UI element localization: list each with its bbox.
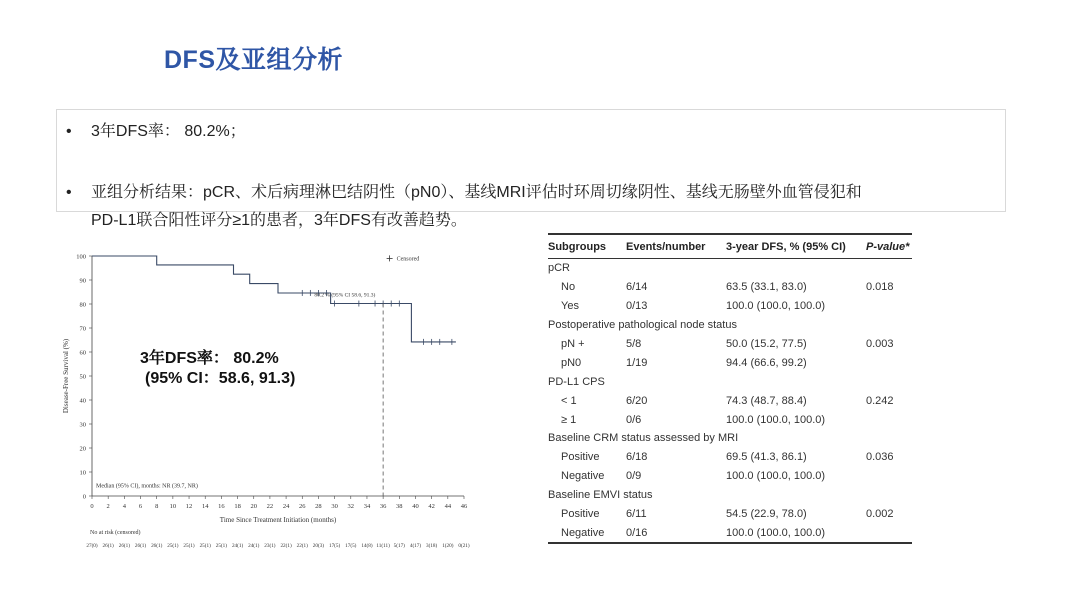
table-group-row <box>548 259 912 278</box>
x-tick-label: 14 <box>201 503 209 510</box>
table-row <box>548 391 912 410</box>
bullet-dot: • <box>66 123 72 140</box>
cell-pvalue: 0.242 <box>866 394 894 407</box>
cell-subgroup: pN + <box>561 338 585 350</box>
y-tick-label: 60 <box>79 349 86 357</box>
table-row <box>548 335 912 354</box>
x-tick-label: 20 <box>250 503 257 510</box>
cell-subgroup: Negative <box>561 470 605 483</box>
x-tick-label: 36 <box>379 503 387 510</box>
cell-dfs: 54.5 (22.9, 78.0) <box>726 508 807 521</box>
cell-events: 0/9 <box>626 470 642 483</box>
at-risk-value: 20(3) <box>312 543 325 549</box>
table-row <box>548 353 912 372</box>
at-risk-value: 26(1) <box>102 543 114 549</box>
at-risk-value: 0(21) <box>458 543 470 549</box>
table-row <box>548 448 912 467</box>
at-risk-value: 27(0) <box>86 543 98 549</box>
cell-dfs: 69.5 (41.3, 86.1) <box>726 451 807 464</box>
cell-pvalue: 0.036 <box>866 451 894 464</box>
y-tick-label: 30 <box>79 421 86 429</box>
reference-label: 80.2 % (95% CI 58.6, 91.3) <box>314 292 376 299</box>
km-chart-svg <box>60 238 480 558</box>
x-tick-label: 12 <box>185 503 193 510</box>
cell-events: 6/18 <box>626 451 648 464</box>
cell-subgroup: Negative <box>548 523 626 543</box>
table-row <box>548 278 912 297</box>
y-tick-label: 100 <box>76 253 86 261</box>
bullet-text: 亚组分析结果：pCR、术后病理淋巴结阴性（pN0）、基线MRI评估时环周切缘阴性、基线无肠壁外血管侵犯和 <box>91 184 862 201</box>
cell-dfs: 50.0 (15.2, 77.5) <box>726 338 807 350</box>
x-tick-label: 34 <box>363 503 371 510</box>
y-tick-label: 10 <box>79 469 86 477</box>
y-tick-label: 20 <box>79 445 86 453</box>
cell-dfs: 100.0 (100.0, 100.0) <box>726 300 826 313</box>
at-risk-value: 17(5) <box>345 543 357 549</box>
header-pvalue: P-value* <box>866 234 912 259</box>
at-risk-value: 26(1) <box>118 543 130 549</box>
subgroup-table <box>548 233 912 544</box>
at-risk-value: 25(1) <box>215 543 228 549</box>
x-tick-label: 26 <box>299 503 306 510</box>
cell-subgroup: Positive <box>561 508 600 521</box>
y-tick-label: 80 <box>79 301 86 309</box>
cell-pvalue: 0.002 <box>866 508 894 521</box>
group-label: Baseline CRM status assessed by MRI <box>548 432 739 445</box>
at-risk-value: 23(1) <box>264 543 276 549</box>
cell-events: 5/8 <box>626 338 642 350</box>
cell-dfs: 100.0 (100.0, 100.0) <box>726 470 826 483</box>
y-tick-label: 0 <box>82 493 86 501</box>
dfs-ci-annotation: (95% CI：58.6, 91.3) <box>145 370 296 387</box>
cell-events: 6/11 <box>626 508 647 521</box>
at-risk-value: 26(1) <box>134 543 147 549</box>
y-tick-label: 50 <box>79 373 86 381</box>
header-dfs: 3-year DFS, % (95% CI) <box>726 234 866 259</box>
legend-label: Censored <box>396 256 420 263</box>
cell-dfs: 100.0 (100.0, 100.0) <box>726 523 866 543</box>
cell-pvalue <box>866 523 912 543</box>
header-events: Events/number <box>626 234 726 259</box>
table-group-row <box>548 486 912 505</box>
x-tick-label: 0 <box>90 503 94 510</box>
cell-pvalue <box>866 467 912 486</box>
x-tick-label: 6 <box>138 503 143 510</box>
x-tick-label: 46 <box>460 503 468 510</box>
group-label: pCR <box>548 262 571 275</box>
at-risk-value: 4(17) <box>409 543 422 549</box>
table-row <box>548 467 912 486</box>
x-tick-label: 10 <box>169 503 177 510</box>
table-group-row <box>548 372 912 391</box>
cell-pvalue: 0.018 <box>866 281 894 294</box>
cell-pvalue <box>866 297 912 316</box>
cell-subgroup: Positive <box>561 451 600 464</box>
group-label: Baseline EMVI status <box>548 489 653 502</box>
table-header-row <box>548 234 912 259</box>
table-group-row <box>548 316 912 335</box>
at-risk-value: 25(1) <box>183 543 195 549</box>
x-axis-label: Time Since Treatment Initiation (months) <box>219 516 337 524</box>
x-tick-label: 24 <box>282 503 290 510</box>
table-row <box>548 410 912 429</box>
y-tick-label: 70 <box>79 325 86 333</box>
at-risk-value: 26(1) <box>151 543 163 549</box>
x-tick-label: 18 <box>234 503 241 510</box>
x-tick-label: 8 <box>155 503 159 510</box>
cell-dfs: 63.5 (33.1, 83.0) <box>726 281 807 294</box>
cell-events: 0/13 <box>626 300 648 313</box>
bullet-dot: • <box>66 184 72 201</box>
x-tick-label: 42 <box>428 503 435 510</box>
km-chart <box>60 238 480 558</box>
cell-events: 6/14 <box>626 281 648 294</box>
summary-bullet-subgroup <box>57 179 1005 235</box>
x-tick-label: 28 <box>315 503 322 510</box>
table-group-row <box>548 429 912 448</box>
at-risk-value: 17(5) <box>328 543 341 549</box>
group-label: PD-L1 CPS <box>548 375 605 388</box>
at-risk-value: 3(18) <box>426 543 438 549</box>
at-risk-value: 24(1) <box>248 543 260 549</box>
at-risk-value: 11(11) <box>376 543 390 549</box>
cell-events: 1/19 <box>626 356 648 369</box>
x-tick-label: 16 <box>218 503 225 510</box>
summary-bullet-dfs <box>57 118 1005 146</box>
at-risk-value: 24(1) <box>231 543 244 549</box>
median-text: Median (95% CI), months: NR (39.7, NR) <box>96 483 198 490</box>
x-tick-label: 2 <box>106 503 110 510</box>
header-subgroups: Subgroups <box>548 234 626 259</box>
cell-events: 6/20 <box>626 394 648 407</box>
at-risk-title: No at risk (censored) <box>90 530 141 536</box>
cell-subgroup: ≥ 1 <box>561 413 577 426</box>
subgroup-table-grid <box>548 233 912 544</box>
x-tick-label: 30 <box>331 503 338 510</box>
x-tick-label: 32 <box>347 503 355 510</box>
x-tick-label: 44 <box>444 503 452 510</box>
cell-dfs: 94.4 (66.6, 99.2) <box>726 356 807 369</box>
y-axis-label: Disease-Free Survival (%) <box>62 338 70 414</box>
bullet-text-continued: PD-L1联合阳性评分≥1的患者，3年DFS有改善趋势。 <box>91 212 467 229</box>
y-tick-label: 90 <box>79 277 86 285</box>
dfs-annotation: 3年DFS率： 80.2% <box>140 350 279 367</box>
y-tick-label: 40 <box>79 397 86 405</box>
table-row <box>548 505 912 524</box>
x-tick-label: 40 <box>412 503 419 510</box>
at-risk-value: 22(1) <box>296 543 308 549</box>
at-risk-value: 22(1) <box>280 543 292 549</box>
cell-subgroup: pN0 <box>561 356 582 369</box>
cell-events: 0/6 <box>626 413 642 426</box>
table-row <box>548 297 912 316</box>
cell-pvalue: 0.003 <box>866 338 894 350</box>
cell-pvalue <box>866 353 912 372</box>
cell-pvalue <box>866 410 912 429</box>
cell-events: 0/16 <box>626 523 726 543</box>
at-risk-value: 14(8) <box>361 543 373 549</box>
page-title: DFS及亚组分析 <box>164 46 344 74</box>
cell-subgroup: < 1 <box>561 394 577 407</box>
at-risk-value: 1(20) <box>442 543 454 549</box>
at-risk-value: 5(17) <box>393 543 405 549</box>
group-label: Postoperative pathological node status <box>548 319 737 332</box>
x-tick-label: 38 <box>396 503 403 510</box>
cell-dfs: 74.3 (48.7, 88.4) <box>726 394 807 407</box>
bullet-text: 3年DFS率： 80.2%； <box>91 123 246 140</box>
x-tick-label: 4 <box>122 503 126 510</box>
survival-curve <box>92 256 456 342</box>
cell-subgroup: No <box>561 281 576 294</box>
table-row <box>548 523 912 543</box>
at-risk-value: 25(1) <box>167 543 179 549</box>
x-tick-label: 22 <box>266 503 274 510</box>
at-risk-value: 25(1) <box>199 543 211 549</box>
summary-box <box>56 109 1006 229</box>
cell-subgroup: Yes <box>561 300 579 313</box>
cell-dfs: 100.0 (100.0, 100.0) <box>726 413 826 426</box>
